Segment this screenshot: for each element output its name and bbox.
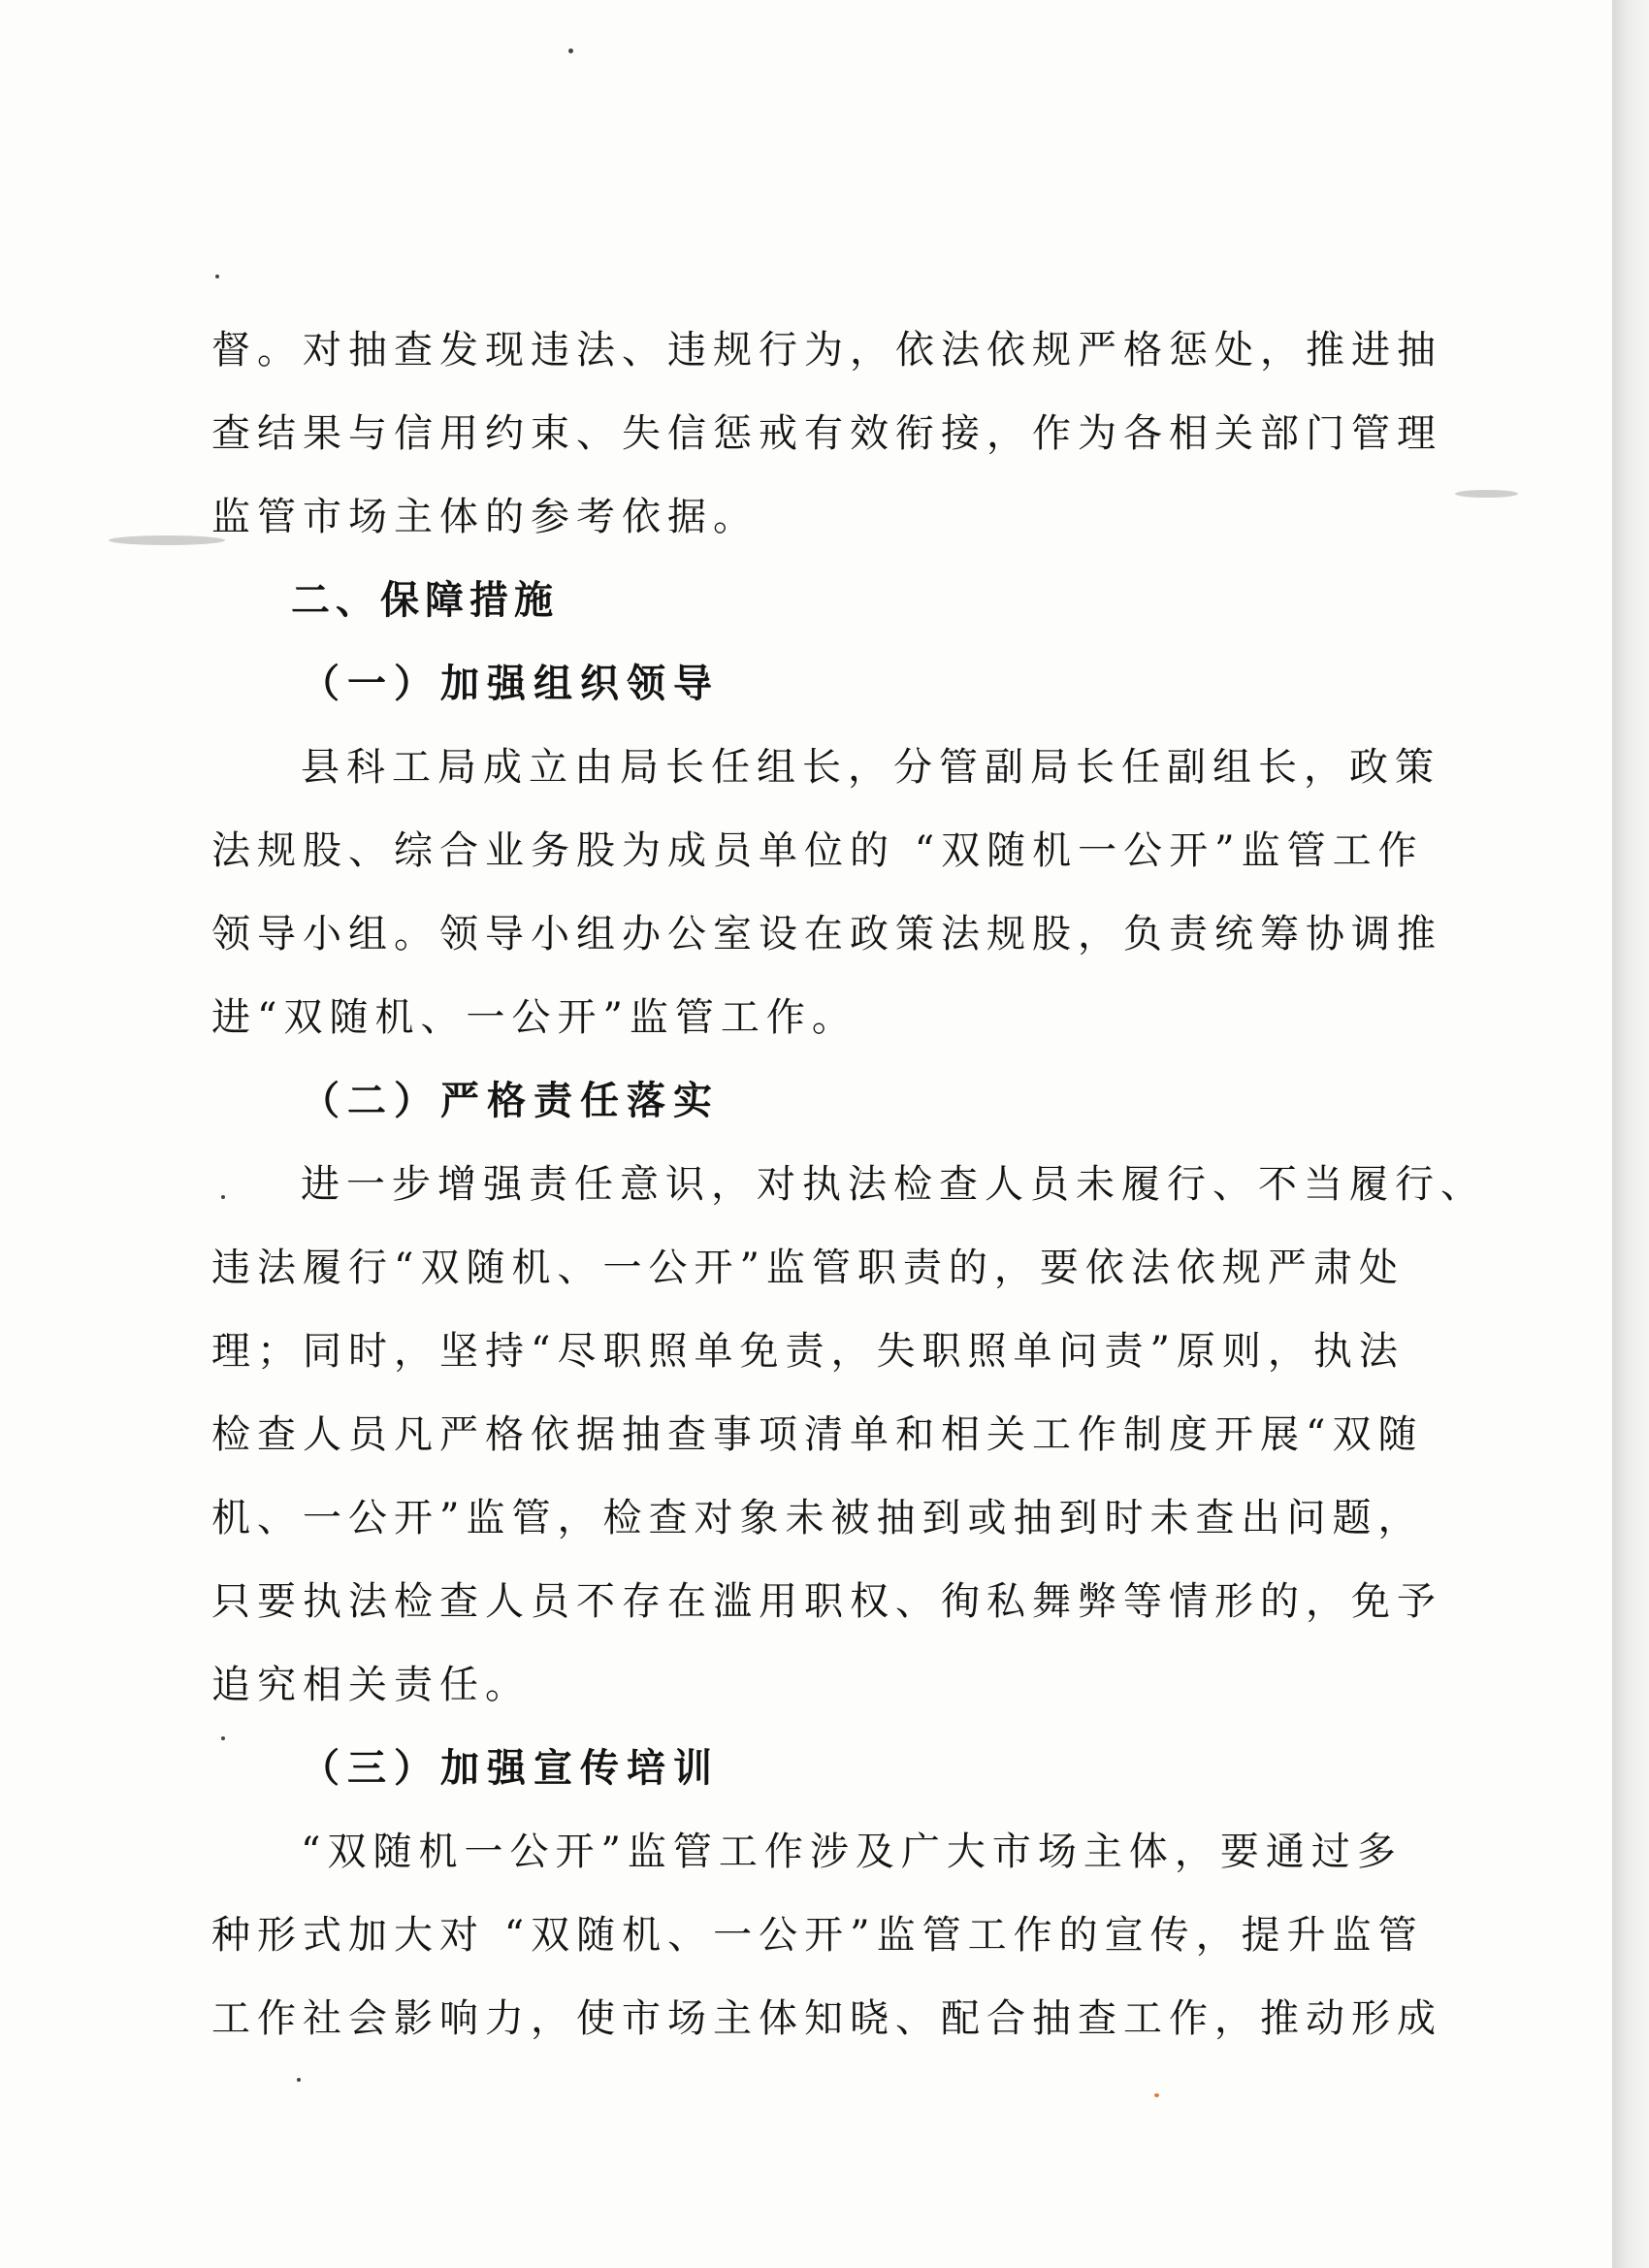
document-body [211,308,1486,2060]
body-line: 追究相关责任。 [211,1663,531,1707]
body-line: “双随机一公开”监管工作涉及广大市场主体，要通过多 [301,1830,1403,1874]
scan-speck [297,2078,301,2082]
body-line: 只要执法检查人员不存在滥用职权、徇私舞弊等情形的，免予 [211,1579,1442,1624]
body-line: 检查人员凡严格依据抽查事项清单和相关工作制度开展“双随 [211,1412,1424,1457]
body-line: 县科工局成立由局长任组长，分管副局长任副组长，政策 [301,745,1440,790]
subsection-title: （三）加强宣传培训 [301,1745,720,1791]
body-line: 监管市场主体的参考依据。 [211,495,759,539]
scan-speck [215,275,219,278]
body-line: 违法履行“双随机、一公开”监管职责的，要依法依规严肃处 [211,1246,1405,1290]
scan-speck [1154,2093,1159,2097]
scan-speck [568,49,573,53]
scan-smudge [109,535,225,545]
body-line: 进“双随机、一公开”监管工作。 [211,995,857,1040]
page-edge-shadow [1612,0,1649,2268]
body-line: 进一步增强责任意识，对执法检查人员未履行、不当履行、 [301,1162,1486,1207]
body-line: 机、一公开”监管，检查对象未被抽到或抽到时未查出问题， [211,1496,1424,1540]
body-line: 法规股、综合业务股为成员单位的 “双随机一公开”监管工作 [211,828,1424,873]
body-line: 查结果与信用约束、失信惩戒有效衔接，作为各相关部门管理 [211,411,1442,456]
subsection-title: （二）严格责任落实 [301,1078,720,1123]
body-line: 工作社会影响力，使市场主体知晓、配合抽查工作，推动形成 [211,1996,1442,2041]
body-line: 理；同时，坚持“尽职照单免责，失职照单问责”原则，执法 [211,1329,1405,1374]
scan-smudge [1455,490,1518,498]
body-line: 种形式加大对 “双随机、一公开”监管工作的宣传，提升监管 [211,1913,1424,1958]
section-heading: 二、保障措施 [291,577,559,623]
body-line: 督。对抽查发现违法、违规行为，依法依规严格惩处，推进抽 [211,328,1442,373]
subsection-title: （一）加强组织领导 [301,661,720,706]
body-line: 领导小组。领导小组办公室设在政策法规股，负责统筹协调推 [211,912,1442,956]
